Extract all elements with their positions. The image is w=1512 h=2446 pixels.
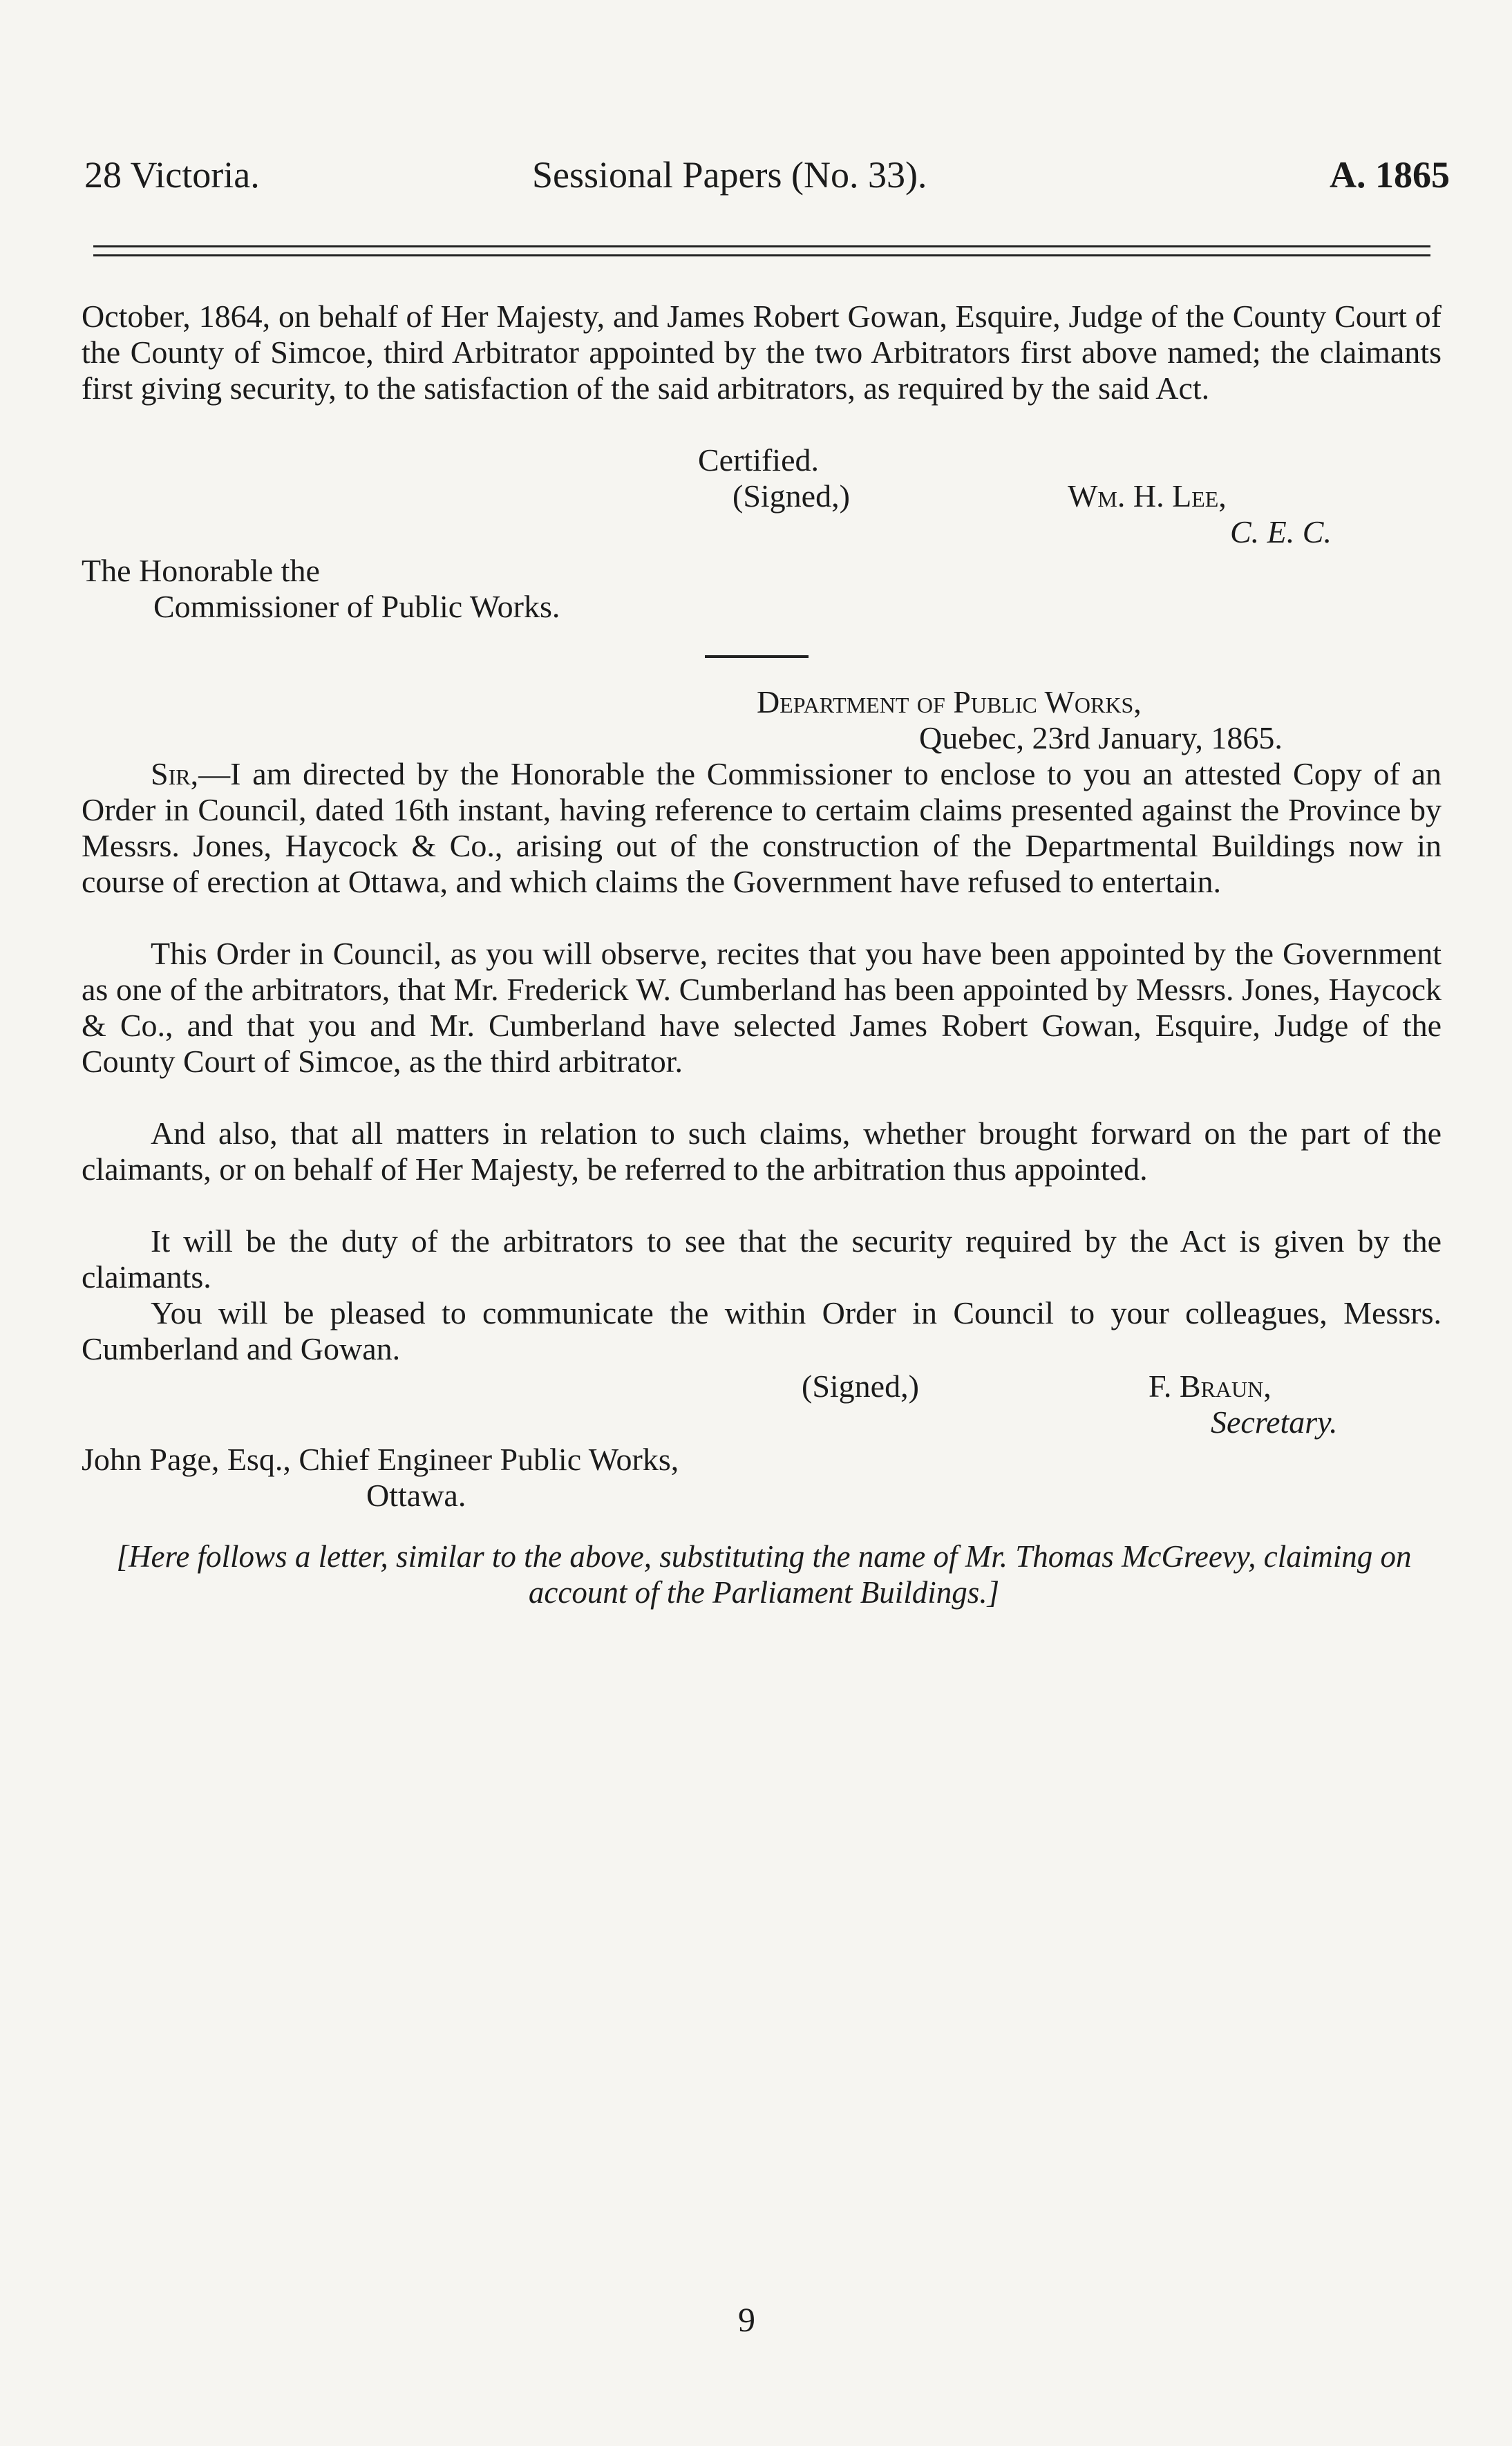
header-title: Sessional Papers (No. 33). (532, 154, 927, 196)
certified-label: Certified. (698, 442, 819, 478)
editorial-note: [Here follows a letter, similar to the above, substituting the name of Mr. Thomas McGreevy, claiming on account of the Parliament Buildings.] (116, 1539, 1412, 1610)
letter-paragraph-4: It will be the duty of the arbitrators to see that the security required by the Act is given by the claimants. (82, 1223, 1442, 1295)
header-rule-top (93, 245, 1430, 247)
addressee-2-line1: John Page, Esq., Chief Engineer Public Works, (82, 1442, 679, 1477)
letter-salutation: Sir, (151, 756, 199, 791)
header-year: A. 1865 (1330, 154, 1450, 196)
letter-place-date: Quebec, 23rd January, 1865. (919, 720, 1283, 755)
letter-paragraph-2: This Order in Council, as you will observe, recites that you have been appointed by the Government as one of the arbitrators, that Mr. Frederick W. Cumberland has been appointed by Messrs. Jones, Haycock & Co., and that you and Mr. Cumberland have selected James Robert Gowan, Esquire, Judge of the County Court of Simcoe, as the third arbitrator. (82, 936, 1442, 1079)
certified-signed: (Signed,) (733, 478, 850, 514)
certified-signer-name: Wm. H. Lee, (1068, 478, 1227, 514)
letter-paragraph-1 (82, 756, 1442, 900)
letter-signer-title: Secretary. (1211, 1404, 1338, 1440)
certified-signer-title: C. E. C. (1230, 514, 1332, 549)
continued-paragraph: October, 1864, on behalf of Her Majesty, and James Robert Gowan, Esquire, Judge of the County Court of the County of Simcoe, third Arbitrator appointed by the two Arbitrators first above named; the claimants first giving security, to the satisfaction of the said arbitrators, as required by the said Act. (82, 299, 1442, 406)
letter-paragraph-1-text: —I am directed by the Honorable the Commissioner to enclose to you an attested Copy of an Order in Council, dated 16th instant, having reference to certaim claims presented against the Province by Messrs. Jones, Haycock & Co., arising out of the construction of the Departmental Buildings now in course of erection at Ottawa, and which claims the Government have refused to entertain. (82, 756, 1442, 899)
letter-paragraph-3: And also, that all matters in relation to such claims, whether brought forward on the part of the claimants, or on behalf of Her Majesty, be referred to the arbitration thus appointed. (82, 1116, 1442, 1187)
header-session: 28 Victoria. (84, 154, 260, 196)
addressee-1-line2: Commissioner of Public Works. (153, 589, 560, 624)
letter-signed: (Signed,) (802, 1368, 919, 1404)
section-divider (705, 655, 809, 658)
page-number: 9 (738, 2300, 755, 2339)
letter-paragraph-5: You will be pleased to communicate the within Order in Council to your colleagues, Messrs. Cumberland and Gowan. (82, 1295, 1442, 1366)
addressee-2-line2: Ottawa. (366, 1478, 466, 1513)
addressee-1-line1: The Honorable the (82, 553, 320, 588)
letter-signer-name: F. Braun, (1149, 1368, 1272, 1404)
header-rule-bottom (93, 254, 1430, 256)
letter-department: Department of Public Works, (757, 684, 1142, 719)
